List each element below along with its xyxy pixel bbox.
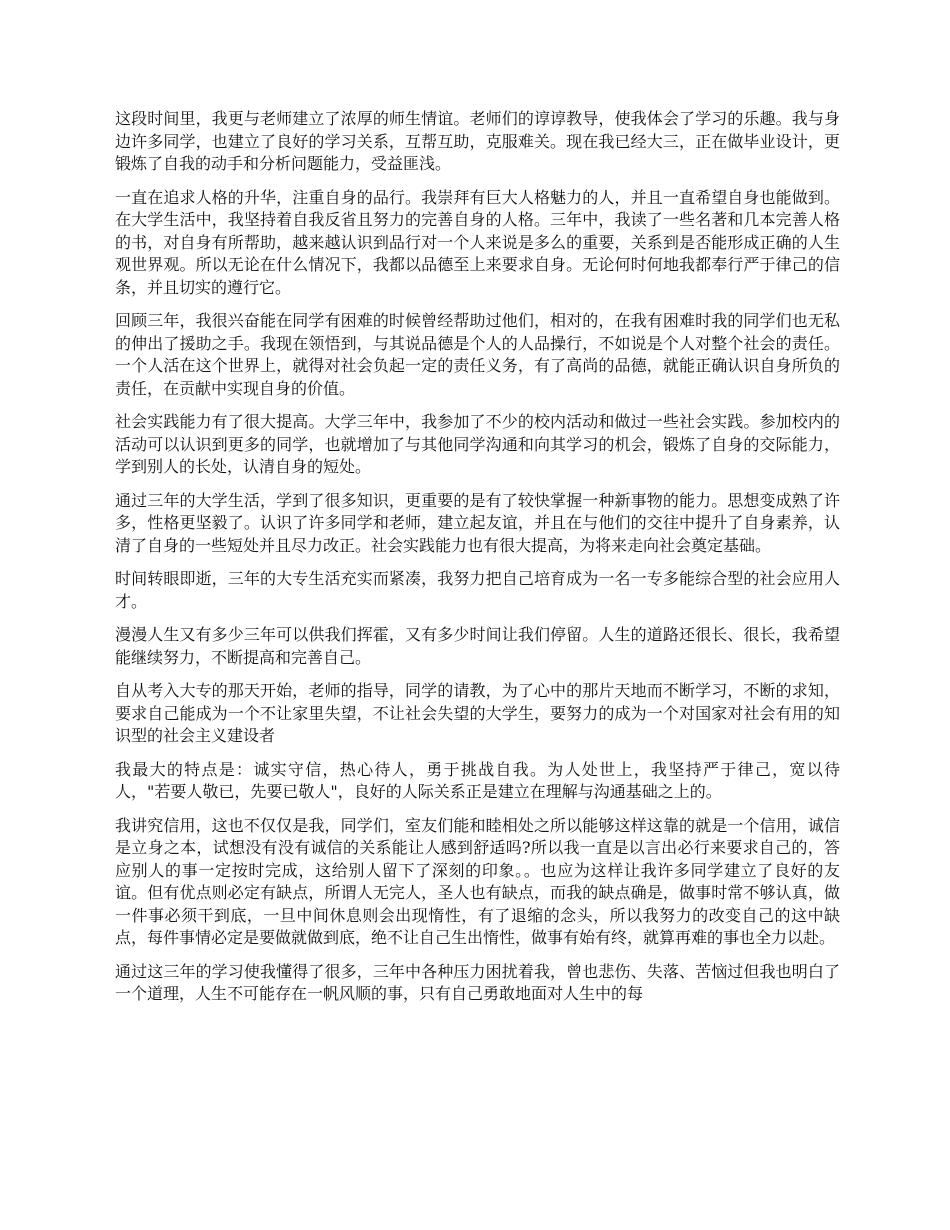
paragraph: 这段时间里，我更与老师建立了浓厚的师生情谊。老师们的谆谆教导，使我体会了学习的乐趣。我与身边许多同学，也建立了良好的学习关系，互帮互助，克服难关。现在我已经大三，正在做毕业设计，更锻炼了自我的动手和分析问题能力，受益匪浅。 xyxy=(115,109,840,173)
paragraph: 通过三年的大学生活，学到了很多知识，更重要的是有了较快掌握一种新事物的能力。思想变成熟了许多，性格更坚毅了。认识了许多同学和老师，建立起友谊，并且在与他们的交往中提升了自身素养，认清了自身的一些短处并且尽力改正。社会实践能力也有很大提高，为将来走向社会奠定基础。 xyxy=(115,490,840,555)
document-body xyxy=(115,108,840,1017)
paragraph: 通过这三年的学习使我懂得了很多，三年中各种压力困扰着我，曾也悲伤、失落、苦恼过但我也明白了一个道理，人生不可能存在一帆风顺的事，只有自己勇敢地面对人生中的每 xyxy=(115,961,840,1003)
paragraph: 社会实践能力有了很大提高。大学三年中，我参加了不少的校内活动和做过一些社会实践。参加校内的活动可以认识到更多的同学，也就增加了与其他同学沟通和向其学习的机会，锻炼了自身的交际能力，学到别人的长处，认清自身的短处。 xyxy=(115,412,840,476)
paragraph: 我讲究信用，这也不仅仅是我，同学们，室友们能和睦相处之所以能够这样这靠的就是一个信用，诚信是立身之本，试想没有没有诚信的关系能让人感到舒适吗?所以我一直是以言出必行来要求自己的，答应别人的事一定按时完成，这给别人留下了深刻的印象。。也应为这样让我许多同学建立了良好的友谊。但有优点则必定有缺点，所谓人无完人，圣人也有缺点，而我的缺点确是，做事时常不够认真，做一件事必须干到底，一旦中间休息则会出现惰性，有了退缩的念头，所以我努力的改变自己的这中缺点，每件事情必定是要做就做到底，绝不让自己生出惰性，做事有始有终，就算再难的事也全力以赴。 xyxy=(115,815,840,947)
paragraph: 我最大的特点是：诚实守信，热心待人，勇于挑战自我。为人处世上，我坚持严于律己，宽以待人，"若要人敬已，先要已敬人"，良好的人际关系正是建立在理解与沟通基础之上的。 xyxy=(115,759,840,801)
paragraph: 时间转眼即逝，三年的大专生活充实而紧凑，我努力把自己培育成为一名一专多能综合型的社会应用人才。 xyxy=(115,569,840,611)
paragraph: 一直在追求人格的升华，注重自身的品行。我崇拜有巨大人格魅力的人，并且一直希望自身也能做到。在大学生活中，我坚持着自我反省且努力的完善自身的人格。三年中，我读了一些名著和几本完善人格的书，对自身有所帮助，越来越认识到品行对一个人来说是多么的重要，关系到是否能形成正确的人生观世界观。所以无论在什么情况下，我都以品德至上来要求自身。无论何时何地我都奉行严于律己的信条，并且切实的遵行它。 xyxy=(115,187,840,297)
paragraph: 自从考入大专的那天开始，老师的指导，同学的请教，为了心中的那片天地而不断学习，不断的求知，要求自己能成为一个不让家里失望，不让社会失望的大学生，要努力的成为一个对国家对社会有用的知识型的社会主义建设者 xyxy=(115,681,840,745)
paragraph: 漫漫人生又有多少三年可以供我们挥霍，又有多少时间让我们停留。人生的道路还很长、很长，我希望能继续努力，不断提高和完善自己。 xyxy=(115,625,840,667)
paragraph: 回顾三年，我很兴奋能在同学有困难的时候曾经帮助过他们，相对的，在我有困难时我的同学们也无私的伸出了援助之手。我现在领悟到，与其说品德是个人的人品操行，不如说是个人对整个社会的责任。一个人活在这个世界上，就得对社会负起一定的责任义务，有了高尚的品德，就能正确认识自身所负的责任，在贡献中实现自身的价值。 xyxy=(115,311,840,398)
